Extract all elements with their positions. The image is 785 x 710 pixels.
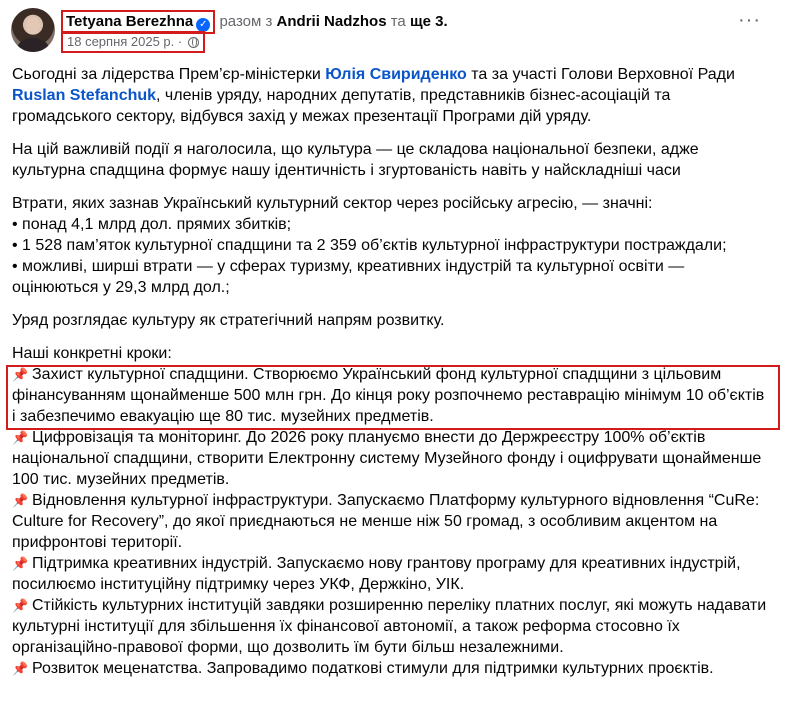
- post-meta: [61, 31, 205, 53]
- step-item: [12, 658, 772, 679]
- post-author-line: Tetyana Berezhna ✓ разом з Andrii Nadzhos та ще 3.: [66, 10, 448, 34]
- with-text: разом з: [219, 13, 273, 30]
- avatar-shoulders: [17, 38, 49, 52]
- step-item: [12, 490, 772, 553]
- pin-icon: 📌: [12, 430, 29, 445]
- pin-icon: 📌: [12, 556, 29, 571]
- pin-icon: 📌: [12, 493, 29, 508]
- more-options-icon[interactable]: ···: [738, 9, 761, 31]
- mention-stefanchuk[interactable]: Ruslan Stefanchuk: [12, 87, 157, 104]
- step-text: Цифровізація та моніторинг. До 2026 року плануємо внести до Держреєстру 100% об’єктів національної спадщини, створити Електронну систему Музейного фонду і оцифрувати щонайменше 100 тис. музейних предметів.: [12, 429, 762, 488]
- intro-text-b: та за участі Голови Верховної Ради: [466, 66, 735, 83]
- paragraph-strategy: Уряд розглядає культуру як стратегічний напрям розвитку.: [12, 312, 445, 329]
- paragraph-intro: [12, 64, 772, 127]
- step-item: [12, 364, 772, 427]
- step-item: [12, 553, 772, 595]
- others-link[interactable]: ще 3: [409, 13, 444, 30]
- losses-bullet: • можливі, ширші втрати — у сферах туризму, креативних індустрій та культурної освіти — оцінюються у 29,3 млрд дол.;: [12, 258, 685, 296]
- losses-intro: Втрати, яких зазнав Український культурний сектор через російську агресію, — значні:: [12, 195, 653, 212]
- author-avatar[interactable]: [11, 8, 55, 52]
- step-item: [12, 427, 772, 490]
- author-name[interactable]: Tetyana Berezhna: [66, 13, 194, 30]
- paragraph-losses: [12, 193, 772, 298]
- globe-icon: [188, 37, 199, 48]
- steps-list: [12, 343, 772, 679]
- step-text: Відновлення культурної інфраструктури. Запускаємо Платформу культурного відновлення “CuRe: Culture for Recovery”, до якої приєднаються не менше ніж 50 громад, з особливим акцентом на прифронтові території.: [12, 492, 760, 551]
- post-header: [0, 0, 785, 60]
- pin-icon: 📌: [12, 367, 29, 382]
- post-body: [12, 64, 772, 679]
- step-text: Захист культурної спадщини. Створюємо Український фонд культурної спадщини з цільовим фінансуванням щонайменше 500 млн грн. До кінця року розпочнемо реставрацію мінімум 10 об’єктів і забезпечимо евакуацію ще 80 тис. музейних предметів.: [12, 366, 765, 425]
- paragraph-culture-security: На цій важливій події я наголосила, що культура — це складова національної безпеки, адже культурна спадщина формує нашу ідентичність і згуртованість навіть у найскладніші часи: [12, 141, 699, 179]
- and-text: та: [390, 13, 406, 30]
- coauthor-name[interactable]: Andrii Nadzhos: [276, 13, 387, 30]
- intro-text-a: Сьогодні за лідерства Прем’єр-міністерки: [12, 66, 326, 83]
- post-date-highlight: [61, 31, 205, 53]
- post-date[interactable]: 18 серпня 2025 р.: [67, 34, 175, 49]
- verified-badge-icon: ✓: [196, 18, 210, 32]
- pin-icon: 📌: [12, 598, 29, 613]
- losses-bullet: • 1 528 пам’яток культурної спадщини та 2 359 об’єктів культурної інфраструктури постраждали;: [12, 237, 727, 254]
- step-text: Підтримка креативних індустрій. Запускаємо нову грантову програму для креативних індустрій, посилюємо інституційну підтримку через УКФ, Держкіно, УІК.: [12, 555, 741, 593]
- avatar-face: [26, 17, 40, 34]
- step-item: [12, 595, 772, 658]
- meta-separator: ·: [177, 34, 183, 49]
- losses-bullet: • понад 4,1 млрд дол. прямих збитків;: [12, 216, 292, 233]
- step-text: Стійкість культурних інституцій завдяки розширенню переліку платних послуг, які можуть надавати культурні інституції для збільшення їх фінансової автономії, а також реформа стосовно їх організаційно-правової форми, що дозволить їм бути більш незалежними.: [12, 597, 767, 656]
- mention-svyrydenko[interactable]: Юлія Свириденко: [325, 66, 467, 83]
- intro-text-c: , членів уряду, народних депутатів, представників бізнес-асоціацій та громадського сектору, відбувся захід у межах презентації Програми дій уряду.: [12, 87, 671, 125]
- steps-title: Наші конкретні кроки:: [12, 345, 172, 362]
- pin-icon: 📌: [12, 661, 29, 676]
- step-text: Розвиток меценатства. Запровадимо податкові стимули для підтримки культурних проєктів.: [32, 660, 714, 677]
